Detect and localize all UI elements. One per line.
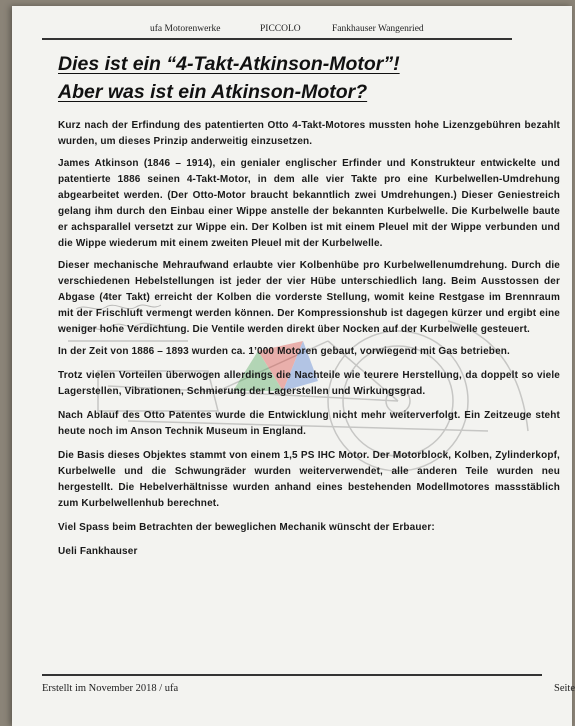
paragraph-object-basis: Die Basis dieses Objektes stammt von einem 1,5 PS IHC Motor. Der Motorblock, Kolben, Zylinderkopf, Kurbelwelle und die Schwungräder wurden weiterverwendet, alle anderen Teile wurden neu hergestellt. Die Hebelverhältnisse wurden anhand eines bestehenden Modellmotores massstäblich zum Kurbelwellenhub berechnet.: [58, 450, 560, 509]
document-body: [58, 118, 560, 568]
paragraph-mechanics: Dieser mechanische Mehraufwand erlaubte vier Kolbenhübe pro Kurbelwellenumdrehung. Durch die verschiedenen Hebelstellungen ist jeder der vier Hübe unterschiedlich lang. Beim Ausstossen der Abgase (4ter Takt) erreicht der Kolben die vorderste Stellung, womit keine Restgase im Brennraum mit der Frischluft vermengt werden können. Der Kompressionshub ist dagegen kürzer und ergibt eine weniger hohe Verdichtung. Die Ventile werden direkt über Nocken auf der Kurbelwelle gesteuert.: [58, 260, 560, 335]
page-title: [58, 50, 528, 106]
title-line-1: Dies ist ein “4-Takt-Atkinson-Motor”!: [58, 53, 400, 75]
footer-page-label: Seite: [554, 683, 575, 694]
paragraph-atkinson: James Atkinson (1846 – 1914), ein genialer englischer Erfinder und Konstrukteur entwickelte und patentierte 1886 seinen 4-Takt-Motor, in dem alle vier Takte pro eine Kurbelwellen-Umdrehung abgearbeitet werden. (Der Otto-Motor braucht bekanntlich zwei Umdrehungen.) Dieser Geniestreich gelang ihm durch den Einbau einer Wippe anstelle der bekannten Kurbelwelle. Die Kurbelwelle baute er achsparallel versetzt zur Wippe ein. Der Kolben ist mit einem Pleuel mit der Wippe verbunden und die Wippe wiederum mit einem zweiten Pleuel mit der Kurbelwelle.: [58, 158, 560, 249]
paragraph-patent-end: Nach Ablauf des Otto Patentes wurde die Entwicklung nicht mehr weiterverfolgt. Ein Zeitzeuge steht heute noch im Anson Technik Museum in England.: [58, 410, 560, 437]
footer-rule: [42, 674, 542, 676]
document-page: [12, 6, 575, 726]
header-author: Fankhauser Wangenried: [332, 24, 424, 34]
header-company: ufa Motorenwerke: [150, 24, 221, 34]
paragraph-intro: Kurz nach der Erfindung des patentierten Otto 4-Takt-Motores mussten hohe Lizenzgebühren bezahlt wurden, um dieses Prinzip anderweitig einzusetzen.: [58, 120, 560, 147]
paragraph-closing: Viel Spass beim Betrachten der beweglichen Mechanik wünscht der Erbauer:: [58, 522, 435, 533]
title-line-2: Aber was ist ein Atkinson-Motor?: [58, 81, 368, 103]
paragraph-disadvantages: Trotz vielen Vorteilen überwogen allerdings die Nachteile wie teurere Herstellung, da doppelt so viele Lagerstellen, Vibrationen, Schmierung der Lagerstellen und Wirkungsgrad.: [58, 370, 560, 397]
header-rule: [42, 38, 512, 40]
footer-created: Erstellt im November 2018 / ufa: [42, 683, 179, 694]
page-header: [42, 14, 512, 40]
paragraph-history: In der Zeit von 1886 – 1893 wurden ca. 1’000 Motoren gebaut, vorwiegend mit Gas betrieben.: [58, 346, 510, 357]
signature-name: Ueli Fankhauser: [58, 546, 138, 557]
header-model: PICCOLO: [260, 24, 301, 34]
